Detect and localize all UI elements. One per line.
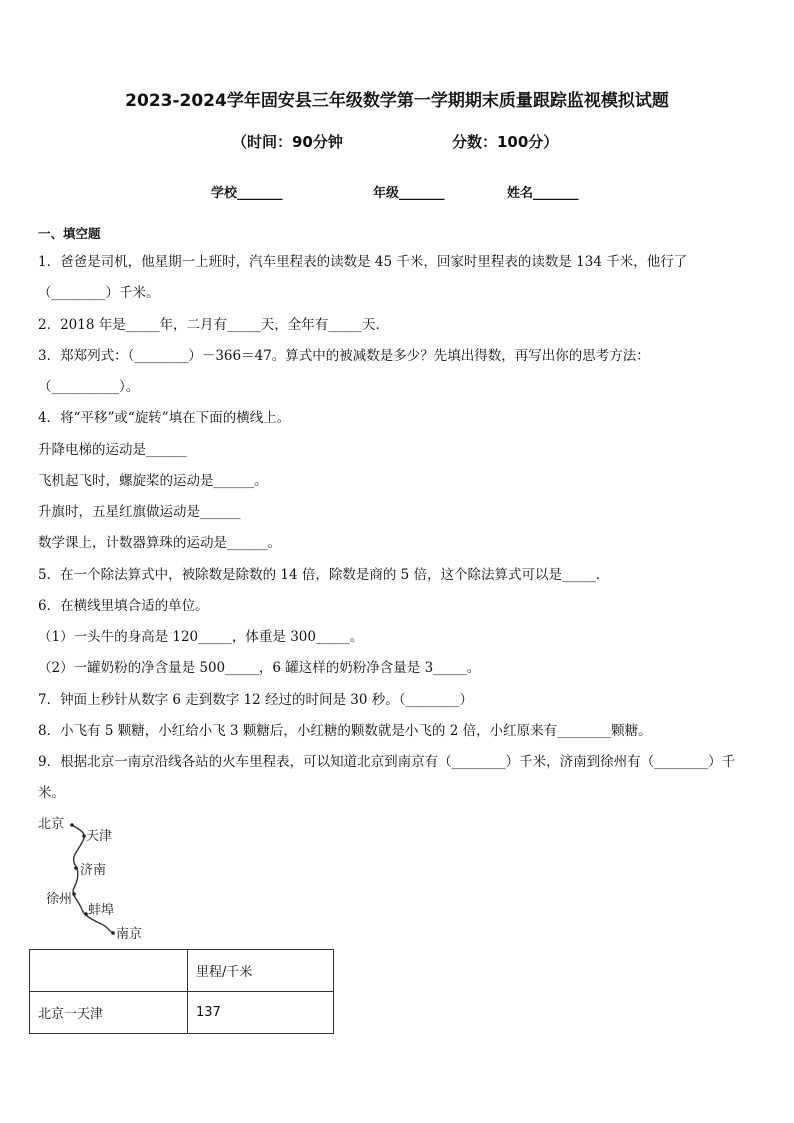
question-line: 升旗时，五星红旗做运动是______ [38,504,241,520]
question-line: 7．钟面上秒针从数字 6 走到数字 12 经过的时间是 30 秒。（________） [38,692,474,708]
station-dot-xuzhou [72,892,76,896]
question-line: （1）一头牛的身高是 120_____，体重是 300_____。 [38,629,364,645]
grade-field: 年级_______ [373,186,445,201]
station-dot-jinan [74,866,78,870]
question-line: 9．根据北京一南京沿线各站的火车里程表，可以知道北京到南京有（________）千米，济南到徐州有（________）千 [38,754,736,770]
name-field: 姓名_______ [507,186,579,201]
question-line: 1．爸爸是司机，他星期一上班时，汽车里程表的读数是 45 千米，回家时里程表的读数是 134 千米，他行了 [38,254,688,270]
question-line: （__________）。 [38,379,140,395]
exam-score: 分数：100分） [452,133,559,151]
table-cell: 北京一天津 [30,992,188,1034]
table-cell: 137 [188,992,334,1034]
station-label: 天津 [86,829,113,844]
question-line: 升降电梯的运动是______ [38,442,187,458]
question-line: 8．小飞有 5 颗糖，小红给小飞 3 颗糖后，小红糖的颗数就是小飞的 2 倍，小红原来有________颗糖。 [38,723,652,739]
station-dot-beijing [70,823,74,827]
station-label: 徐州 [46,892,73,907]
table-header-cell [30,950,188,992]
station-label: 南京 [116,927,143,942]
question-line: 数学课上，计数器算珠的运动是______。 [38,535,281,551]
school-field: 学校_______ [211,186,283,201]
question-line: 2．2018 年是_____年，二月有_____天，全年有_____天． [38,317,389,333]
table-header-cell: 里程/千米 [188,950,334,992]
question-line: 3．郑郑列式：（________）－366＝47。算式中的被减数是多少？先填出得数，再写出你的思考方法： [38,348,650,364]
question-line: （2）一罐奶粉的净含量是 500_____，6 罐这样的奶粉净含量是 3_____。 [38,660,481,676]
station-label: 北京 [38,817,65,832]
question-line: 5．在一个除法算式中，被除数是除数的 14 倍，除数是商的 5 倍，这个除法算式可以是_____． [38,567,610,583]
question-line: 4．将“平移”或“旋转”填在下面的横线上。 [38,410,291,426]
question-line: 米。 [38,785,65,801]
question-line: （________）千米。 [38,285,160,301]
exam-time: （时间：90分钟 [232,133,343,151]
railway-map [30,810,160,945]
section-heading: 一、填空题 [38,226,101,241]
question-line: 6．在横线里填合适的单位。 [38,598,209,614]
station-label: 蚌埠 [88,903,115,918]
table-header-row [30,950,334,992]
mileage-table [29,949,334,1034]
station-dot-nanjing [111,931,115,935]
question-line: 飞机起飞时，螺旋桨的运动是______。 [38,473,268,489]
table-row [30,992,334,1034]
exam-title: 2023-2024学年固安县三年级数学第一学期期末质量跟踪监视模拟试题 [125,91,669,111]
station-label: 济南 [80,863,107,878]
